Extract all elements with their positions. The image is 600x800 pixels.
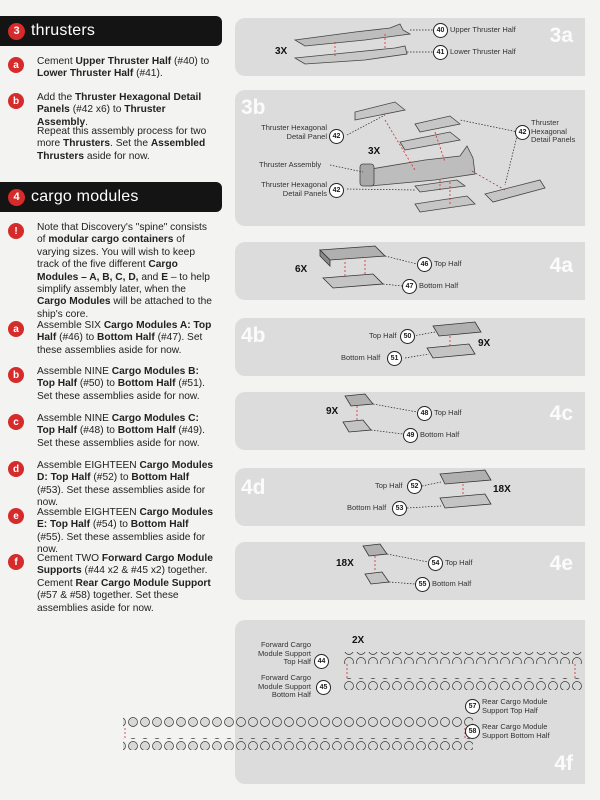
step-badge: c bbox=[8, 414, 24, 430]
step-4f bbox=[8, 553, 214, 615]
step-badge: e bbox=[8, 508, 24, 524]
panel-4b bbox=[235, 318, 585, 376]
panel-4d bbox=[235, 468, 585, 526]
cargo-module-b-illustration bbox=[235, 318, 585, 376]
part-label: Forward Cargo Module Support Top Half bbox=[258, 640, 311, 666]
step-4a bbox=[8, 320, 214, 357]
panel-4f bbox=[235, 620, 585, 784]
section-title: cargo modules bbox=[31, 188, 139, 205]
step-4e bbox=[8, 507, 214, 557]
part-label: Thruster Hexagonal Detail Panels bbox=[261, 180, 327, 198]
part-number: 46 bbox=[417, 257, 432, 272]
part-label: Thruster Assembly bbox=[259, 160, 322, 169]
part-number: 48 bbox=[417, 406, 432, 421]
part-label: Forward Cargo Module Support Bottom Half bbox=[258, 673, 311, 699]
part-number: 44 bbox=[314, 654, 329, 669]
step-text: Assemble SIX Cargo Modules A: Top Half (#46) to Bottom Half (#47). Set these assemblies aside for now. bbox=[37, 320, 212, 356]
step-3b bbox=[8, 92, 214, 129]
step-badge: d bbox=[8, 461, 24, 477]
part-number: 45 bbox=[316, 680, 331, 695]
part-label: Top Half bbox=[369, 331, 397, 340]
part-number: 58 bbox=[465, 724, 480, 739]
step-badge: a bbox=[8, 57, 24, 73]
multiplier: 3X bbox=[275, 46, 288, 57]
thruster-assembly-illustration bbox=[235, 90, 585, 226]
part-label: Top Half bbox=[434, 408, 462, 417]
section-header-cargo-modules bbox=[0, 182, 222, 212]
panel-4e bbox=[235, 542, 585, 600]
part-number: 42 bbox=[329, 129, 344, 144]
section-number: 3 bbox=[8, 23, 25, 40]
step-text: Assemble EIGHTEEN Cargo Modules E: Top Half (#54) to Bottom Half (#55). Set these assemblies aside for now. bbox=[37, 507, 214, 556]
part-label: Bottom Half bbox=[432, 579, 472, 588]
multiplier: 18X bbox=[493, 484, 511, 495]
part-label: Bottom Half bbox=[341, 353, 381, 362]
multiplier: 9X bbox=[326, 406, 339, 417]
part-label: Top Half bbox=[434, 259, 462, 268]
part-number: 51 bbox=[387, 351, 402, 366]
step-badge: b bbox=[8, 93, 24, 109]
part-number: 54 bbox=[428, 556, 443, 571]
part-number: 52 bbox=[407, 479, 422, 494]
step-4c bbox=[8, 413, 214, 450]
part-number: 42 bbox=[515, 125, 530, 140]
part-number: 50 bbox=[400, 329, 415, 344]
part-number: 55 bbox=[415, 577, 430, 592]
panel-3b bbox=[235, 90, 585, 226]
part-number: 41 bbox=[433, 45, 448, 60]
part-label: Bottom Half bbox=[347, 503, 387, 512]
multiplier: 6X bbox=[295, 264, 308, 275]
step-4d bbox=[8, 460, 214, 510]
note-spine bbox=[8, 222, 214, 321]
part-label: Lower Thruster Half bbox=[450, 47, 516, 56]
multiplier: 9X bbox=[478, 338, 491, 349]
step-badge: f bbox=[8, 554, 24, 570]
cargo-module-e-illustration bbox=[235, 542, 585, 600]
panel-label: 4b bbox=[241, 324, 266, 347]
panel-label: 3a bbox=[549, 24, 573, 47]
step-text: Cement TWO Forward Cargo Module Supports (#44 x2 & #45 x2) together. Cement Rear Cargo Module Support (#57 & #58) together. Set these assemblies aside for now. bbox=[37, 553, 213, 614]
step-3a bbox=[8, 56, 214, 81]
step-text: Assemble EIGHTEEN Cargo Modules D: Top Half (#52) to Bottom Half (#53). Set these assemblies aside for now. bbox=[37, 460, 214, 509]
step-text: Note that Discovery's "spine" consists of modular cargo containers of varying sizes. You will wish to keep track of the five different Cargo Modules – A, B, C, D, and E – to help simplify assembly later, when the Cargo Modules will be attached to the ship's core. bbox=[37, 222, 212, 320]
part-number: 42 bbox=[329, 183, 344, 198]
panel-label: 4d bbox=[241, 476, 266, 499]
part-number: 57 bbox=[465, 699, 480, 714]
section-title: thrusters bbox=[31, 22, 96, 39]
panel-label: 4c bbox=[549, 402, 573, 425]
panel-label: 4f bbox=[554, 752, 573, 775]
part-number: 47 bbox=[402, 279, 417, 294]
part-label: Bottom Half bbox=[420, 430, 460, 439]
part-label: Upper Thruster Half bbox=[450, 25, 516, 34]
repeat-note: Repeat this assembly process for two more Thrusters. Set the Assembled Thrusters aside for now. bbox=[37, 126, 207, 162]
section-header-thrusters bbox=[0, 16, 222, 46]
part-number: 49 bbox=[403, 428, 418, 443]
step-text: Assemble NINE Cargo Modules B: Top Half (#50) to Bottom Half (#51). Set these assemblies aside for now. bbox=[37, 366, 205, 402]
section-number: 4 bbox=[8, 189, 25, 206]
step-badge: b bbox=[8, 367, 24, 383]
part-label: Rear Cargo Module Support Bottom Half bbox=[482, 722, 550, 740]
panel-label: 4a bbox=[549, 254, 573, 277]
part-label: Bottom Half bbox=[419, 281, 459, 290]
instructions-column bbox=[0, 0, 222, 800]
panel-3a bbox=[235, 18, 585, 76]
part-number: 53 bbox=[392, 501, 407, 516]
step-text: Cement Upper Thruster Half (#40) to Lower Thruster Half (#41). bbox=[37, 56, 210, 80]
part-label: Rear Cargo Module Support Top Half bbox=[482, 697, 548, 715]
warning-icon: ! bbox=[8, 223, 24, 239]
part-label: Thruster Hexagonal Detail Panels bbox=[531, 118, 576, 144]
multiplier: 3X bbox=[368, 146, 381, 157]
panel-4c bbox=[235, 392, 585, 450]
step-badge: a bbox=[8, 321, 24, 337]
part-label: Top Half bbox=[375, 481, 403, 490]
step-4b bbox=[8, 366, 214, 403]
part-number: 40 bbox=[433, 23, 448, 38]
thruster-halves-illustration bbox=[235, 18, 585, 76]
panel-4a bbox=[235, 242, 585, 300]
panel-label: 3b bbox=[241, 96, 266, 119]
panel-label: 4e bbox=[549, 552, 573, 575]
cargo-module-d-illustration bbox=[235, 468, 585, 526]
multiplier: 18X bbox=[336, 558, 354, 569]
part-label: Top Half bbox=[445, 558, 473, 567]
part-label: Thruster Hexagonal Detail Panel bbox=[261, 123, 327, 141]
multiplier: 2X bbox=[352, 635, 365, 646]
step-text: Assemble NINE Cargo Modules C: Top Half (#48) to Bottom Half (#49). Set these assemblies aside for now. bbox=[37, 413, 205, 449]
step-text: Add the Thruster Hexagonal Detail Panels (#42 x6) to Thruster Assembly. bbox=[37, 92, 202, 128]
